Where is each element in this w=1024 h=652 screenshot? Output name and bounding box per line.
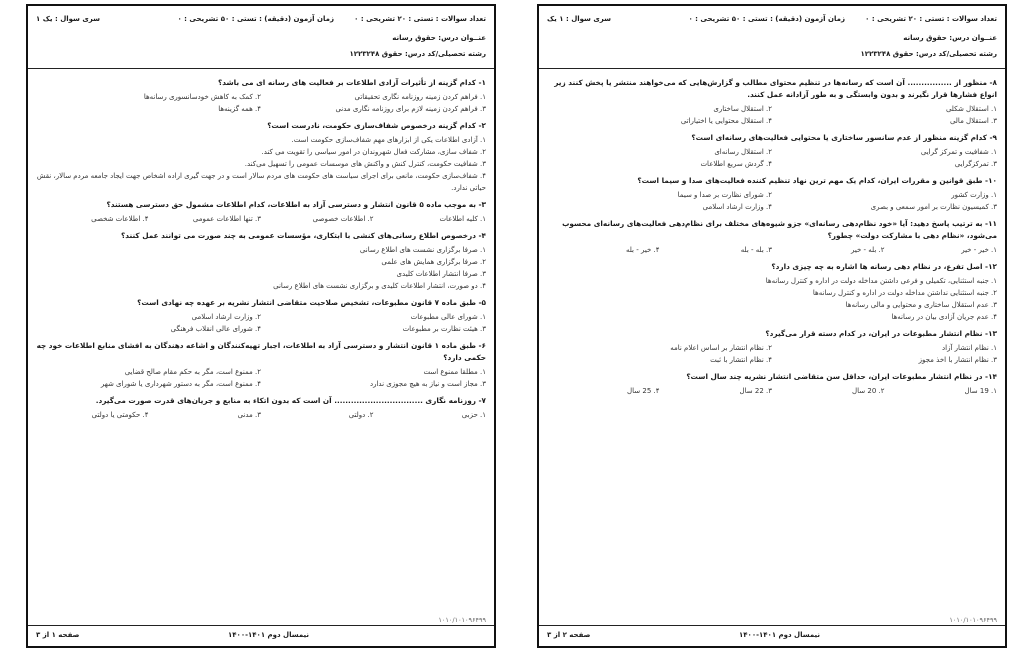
- page-gutter: [500, 0, 534, 652]
- option[interactable]: ۱. جنبه استثنایی، تکمیلی و فرعی داشتن مداخله دولت در اداره و کنترل رسانه‌ها: [765, 277, 997, 285]
- options-6: [36, 366, 486, 390]
- question-count: تعداد سوالات : تستی : ۲۰ تشریحی : ۰: [354, 15, 486, 23]
- option[interactable]: ۲. استقلال رسانه‌ای: [714, 148, 772, 156]
- page-number: صفحه ۱ از ۳: [36, 631, 80, 639]
- option[interactable]: ۲. نظام انتشار بر اساس اعلام نامه: [670, 344, 772, 352]
- exam-page-1: [26, 4, 496, 648]
- option[interactable]: ۳. بله - بله: [740, 246, 772, 254]
- option[interactable]: ۱. وزارت کشور: [951, 191, 997, 199]
- option[interactable]: ۲. شورای نظارت بر صدا و سیما: [677, 191, 772, 199]
- option[interactable]: ۳. مجاز است و نیاز به هیچ مجوزی ندارد: [369, 380, 486, 388]
- option[interactable]: ۳. مدنی: [237, 411, 261, 419]
- option[interactable]: ۲. استقلال ساختاری: [713, 105, 772, 113]
- option[interactable]: ۲. اطلاعات خصوصی: [312, 215, 374, 223]
- field-code: رشته تحصیلی/کد درس: حقوق ۱۲۲۳۲۴۸: [349, 50, 486, 58]
- option[interactable]: ۳. صرفا انتشار اطلاعات کلیدی: [396, 270, 486, 278]
- exam-code: ۱۰۱۰/۱۰۱۰۹۶۴۹۹: [438, 616, 486, 624]
- page-header: [28, 6, 494, 69]
- option[interactable]: ۱. فراهم کردن زمینه روزنامه نگاری تحقیقاتی: [354, 93, 486, 101]
- options-11: [547, 244, 997, 256]
- option[interactable]: ۴. اطلاعات شخصی: [91, 215, 149, 223]
- options-10: [547, 189, 997, 213]
- question-2: ۲- کدام گزینه درخصوص شفاف‌سازی حکومت، نادرست است؟: [267, 121, 486, 130]
- option[interactable]: ۲. کمک به کاهش خودسانسوری رسانه‌ها: [143, 93, 261, 101]
- option[interactable]: ۳. استقلال مالی: [949, 117, 997, 125]
- page-footer: [539, 616, 1005, 646]
- option[interactable]: ۲. شفاف سازی، مشارکت فعال شهروندان در امور سیاسی را تقویت می کند.: [261, 148, 486, 156]
- option[interactable]: ۱. 19 سال: [964, 387, 997, 395]
- question-11: ۱۱- به ترتیب پاسخ دهید: آیا «خود نظام‌دهی رسانه‌ای» جزو شیوه‌های مختلف برای نظام‌دهی فعالیت‌های رسانه‌ای محسوب می‌شود، «نظام دهی با مشارکت دولت» چطور؟: [562, 219, 997, 240]
- option[interactable]: ۴. استقلال محتوایی یا اختیاراتی: [680, 117, 772, 125]
- question-8: ۸- منظور از ................ آن است که رسانه‌ها در تنظیم محتوای مطالب و گزارش‌هایی که می‌خواهند منتشر یا پخش کنند زیر انواع فشارها قرار نگیرند و بدون وابستگی و به طور آزادانه عمل کنند.: [554, 78, 997, 99]
- question-3: ۳- به موجب ماده ۵ قانون انتشار و دسترسی آزاد به اطلاعات، کدام اطلاعات مشمول حق دسترسی هستند؟: [106, 200, 486, 209]
- option[interactable]: ۳. شفافیت حکومت، کنترل کنش و واکنش های موسسات عمومی را تسهیل می‌کند.: [244, 160, 486, 168]
- page-footer: [28, 616, 494, 646]
- option[interactable]: ۴. شورای عالی انقلاب فرهنگی: [170, 325, 261, 333]
- exam-time: زمان آزمون (دقیقه) : تستی : ۵۰ تشریحی : ۰: [177, 15, 334, 23]
- options-5: [36, 311, 486, 335]
- option[interactable]: ۲. ممنوع است، مگر به حکم مقام صالح قضایی: [124, 368, 261, 376]
- question-6: ۶- طبق ماده ۱ قانون انتشار و دسترسی آزاد به اطلاعات، اجبار تهیه‌کنندگان و اشاعه دهندگان به افشای منابع اطلاعات خود چه حکمی دارد؟: [36, 341, 486, 362]
- field-code: رشته تحصیلی/کد درس: حقوق ۱۲۲۳۲۴۸: [860, 50, 997, 58]
- question-10: ۱۰- طبق قوانین و مقررات ایران، کدام یک مهم ترین نهاد تنظیم کننده فعالیت‌های صدا و سیما است؟: [637, 176, 997, 185]
- options-12: [547, 275, 997, 323]
- option[interactable]: ۴. نظام انتشار با ثبت: [710, 356, 772, 364]
- question-12: ۱۲- اصل تفرع، در نظام دهی رسانه ها اشاره به چه چیزی دارد؟: [771, 262, 997, 271]
- option[interactable]: ۱. آزادی اطلاعات یکی از ابزارهای مهم شفاف‌سازی حکومت است.: [291, 136, 486, 144]
- course-title: عنــوان درس: حقوق رسانه: [392, 34, 486, 42]
- page-number: صفحه ۲ از ۳: [547, 631, 591, 639]
- option[interactable]: ۳. کمیسیون نظارت بر امور سمعی و بصری: [870, 203, 997, 211]
- options-14: [547, 385, 997, 397]
- exam-time: زمان آزمون (دقیقه) : تستی : ۵۰ تشریحی : ۰: [688, 15, 845, 23]
- option[interactable]: ۴. حکومتی یا دولتی: [91, 411, 149, 419]
- option[interactable]: ۳. فراهم کردن زمینه لازم برای روزنامه نگاری مدنی: [335, 105, 486, 113]
- option[interactable]: ۲. وزارت ارشاد اسلامی: [191, 313, 261, 321]
- question-13: ۱۳- نظام انتشار مطبوعات در ایران، در کدام دسته قرار می‌گیرد؟: [765, 329, 997, 338]
- option[interactable]: ۲. بله - خیر: [850, 246, 885, 254]
- options-4: [36, 244, 486, 292]
- option[interactable]: ۴. عدم جریان آزادی بیان در رسانه‌ها: [891, 313, 997, 321]
- options-1: [36, 91, 486, 115]
- option[interactable]: ۴. خیر - بله: [625, 246, 660, 254]
- option[interactable]: ۱. شورای عالی مطبوعات: [410, 313, 486, 321]
- option[interactable]: ۱. نظام انتشار آزاد: [942, 344, 997, 352]
- option[interactable]: ۱. خیر - خیر: [961, 246, 997, 254]
- option[interactable]: ۱. صرفا برگزاری نشست های اطلاع رسانی: [359, 246, 486, 254]
- options-7: [36, 409, 486, 421]
- option[interactable]: ۱. شفافیت و تمرکز گرایی: [920, 148, 997, 156]
- option[interactable]: ۳. تنها اطلاعات عمومی: [192, 215, 261, 223]
- option[interactable]: ۲. 20 سال: [852, 387, 885, 395]
- option[interactable]: ۴. وزارت ارشاد اسلامی: [702, 203, 772, 211]
- options-8: [547, 103, 997, 127]
- questions: [28, 69, 494, 421]
- series-label: سری سوال : ۱ یک: [547, 15, 612, 23]
- option[interactable]: ۱. کلیه اطلاعات: [439, 215, 486, 223]
- questions: [539, 69, 1005, 397]
- question-9: ۹- کدام گزینه منظور از عدم سانسور ساختاری یا محتوایی فعالیت‌های رسانه‌ای است؟: [691, 133, 997, 142]
- question-1: ۱- کدام گزینه از تأثیرات آزادی اطلاعات بر فعالیت های رسانه ای می باشد؟: [218, 78, 486, 87]
- option[interactable]: ۳. عدم استقلال ساختاری و محتوایی و مالی رسانه‌ها: [845, 301, 997, 309]
- semester: نیمسال دوم ۱۴۰۱-۱۴۰۰: [739, 631, 821, 639]
- option[interactable]: ۴. گردش سریع اطلاعات: [700, 160, 772, 168]
- page-header: [539, 6, 1005, 69]
- option[interactable]: ۴. ممنوع است، مگر به دستور شهرداری یا شورای شهر: [100, 380, 261, 388]
- option[interactable]: ۱. مطلقا ممنوع است: [423, 368, 486, 376]
- option[interactable]: ۲. صرفا برگزاری همایش های علمی: [381, 258, 486, 266]
- option[interactable]: ۲. جنبه استثنایی نداشتن مداخله دولت در اداره و کنترل رسانه‌ها: [812, 289, 997, 297]
- option[interactable]: ۴. شفاف‌سازی حکومت، مانعی برای اجرای سیاست های حکومت های مردم سالار است و در جهت گیری اراده اشخاص جهت ایجاد جامعه مردم سالار، نقش حیاتی ندارد.: [36, 172, 486, 192]
- option[interactable]: ۳. هیئت نظارت بر مطبوعات: [402, 325, 486, 333]
- course-title: عنــوان درس: حقوق رسانه: [903, 34, 997, 42]
- question-4: ۴- درخصوص اطلاع رسانی‌های کنشی با ابتکاری، مؤسسات عمومی به چند صورت می توانند عمل کنند؟: [121, 231, 486, 240]
- option[interactable]: ۳. نظام انتشار با اخذ مجوز: [918, 356, 997, 364]
- option[interactable]: ۴. 25 سال: [627, 387, 660, 395]
- question-5: ۵- طبق ماده ۷ قانون مطبوعات، تشخیص صلاحیت متقاضی انتشار نشریه بر عهده چه نهادی است؟: [137, 298, 486, 307]
- option[interactable]: ۳. 22 سال: [739, 387, 772, 395]
- option[interactable]: ۱. استقلال شکلی: [945, 105, 997, 113]
- options-13: [547, 342, 997, 366]
- option[interactable]: ۲. دولتی: [348, 411, 374, 419]
- question-count: تعداد سوالات : تستی : ۲۰ تشریحی : ۰: [865, 15, 997, 23]
- semester: نیمسال دوم ۱۴۰۱-۱۴۰۰: [228, 631, 310, 639]
- option[interactable]: ۱. حزبی: [461, 411, 486, 419]
- question-7: ۷- روزنامه نگاری ................................ آن است که بدون اتکاء به منابع و جریان‌های قدرت صورت می‌گیرد.: [95, 396, 486, 405]
- exam-code: ۱۰۱۰/۱۰۱۰۹۶۴۹۹: [949, 616, 997, 624]
- options-2: [36, 134, 486, 194]
- option[interactable]: ۳. تمرکزگرایی: [954, 160, 997, 168]
- question-14: ۱۴- در نظام انتشار مطبوعات ایران، حداقل سن متقاضی انتشار نشریه چند سال است؟: [686, 372, 997, 381]
- series-label: سری سوال : یک ۱: [36, 15, 101, 23]
- options-9: [547, 146, 997, 170]
- option[interactable]: ۴. دو صورت، انتشار اطلاعات کلیدی و برگزاری نشست های اطلاع رسانی: [273, 282, 486, 290]
- options-3: [36, 213, 486, 225]
- exam-page-2: [537, 4, 1007, 648]
- option[interactable]: ۴. همه گزینه‌ها: [218, 105, 261, 113]
